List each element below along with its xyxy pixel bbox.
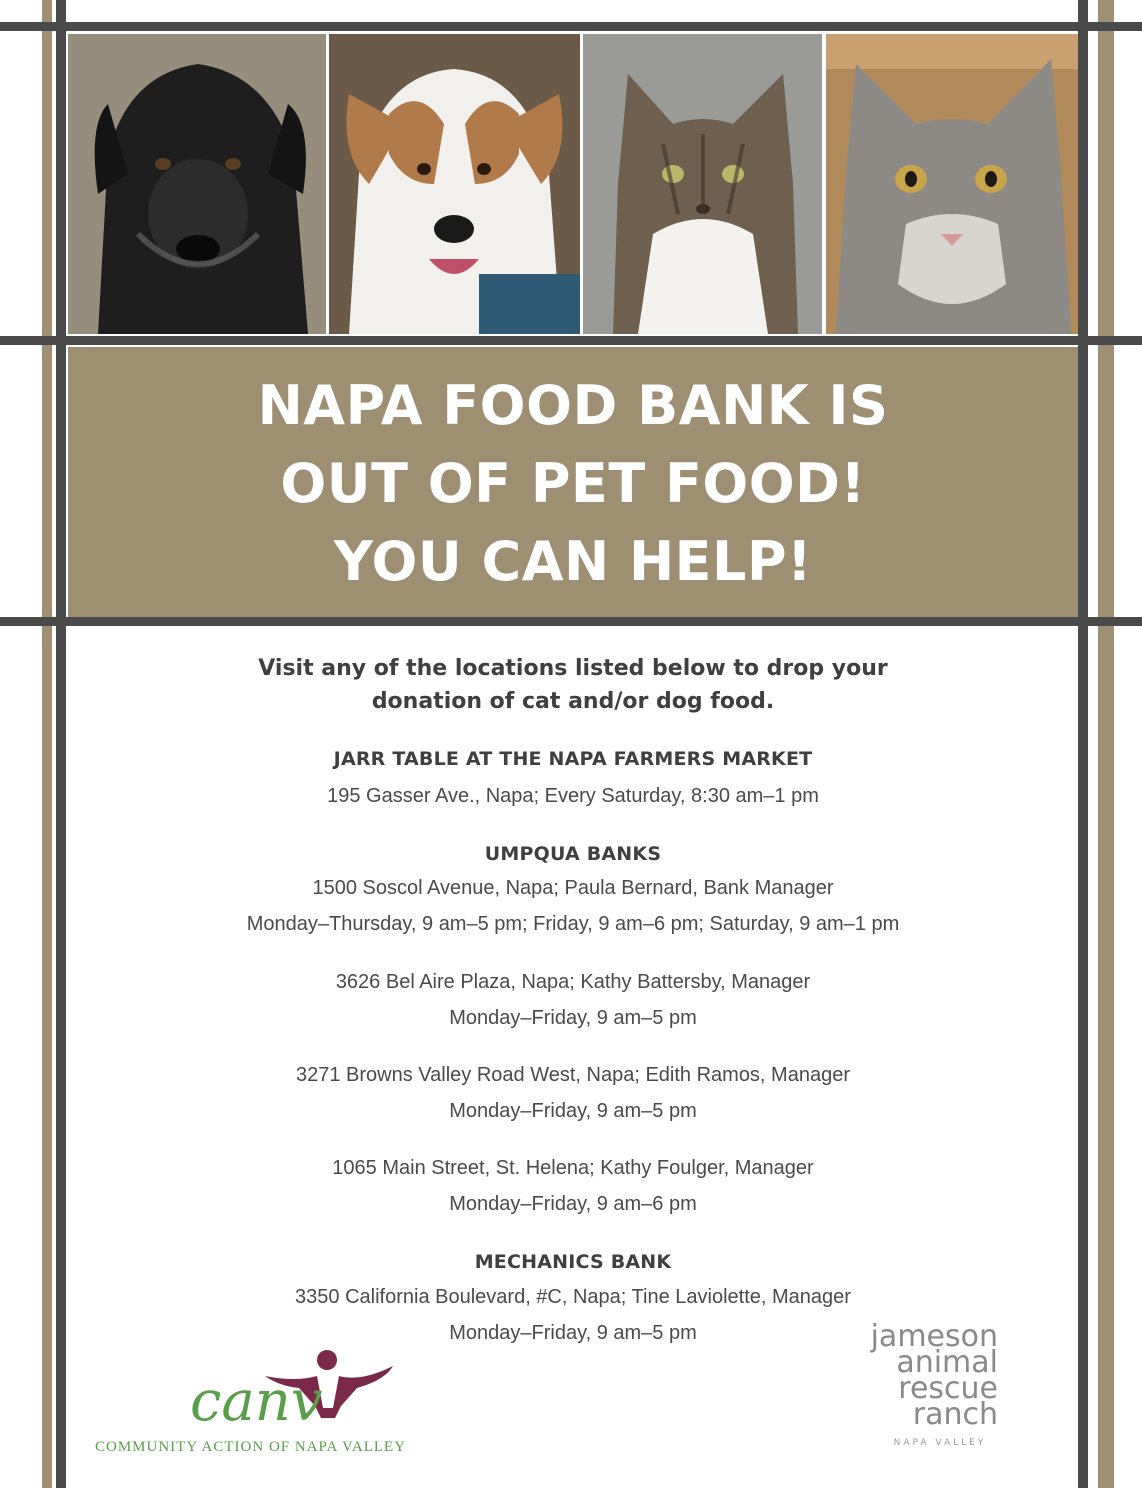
frame-banner-bottom-bar bbox=[0, 617, 1142, 626]
frame-left-dark-bar bbox=[56, 0, 66, 1488]
tabby-cat-photo bbox=[583, 34, 822, 334]
umpqua-branch-2-hours: Monday–Friday, 9 am–5 pm bbox=[449, 1007, 697, 1029]
frame-right-tan-bar bbox=[1098, 0, 1114, 1488]
intro-text bbox=[68, 652, 1078, 718]
frame-banner-top-bar bbox=[0, 336, 1142, 345]
headline-line-2: OUT OF PET FOOD! bbox=[280, 452, 866, 515]
umpqua-title: UMPQUA BANKS bbox=[484, 843, 662, 865]
jameson-animal-rescue-ranch-logo bbox=[858, 1320, 1018, 1450]
jarr-subtitle: NAPA VALLEY bbox=[893, 1438, 987, 1448]
headline-line-3: YOU CAN HELP! bbox=[333, 530, 813, 593]
farmers-market-title: JARR TABLE AT THE NAPA FARMERS MARKET bbox=[333, 748, 813, 770]
black-dog-photo bbox=[68, 34, 326, 334]
terrier-dog-photo bbox=[329, 34, 580, 334]
umpqua-branch-3-address: 3271 Browns Valley Road West, Napa; Edith Ramos, Manager bbox=[296, 1064, 850, 1086]
jarr-line-3: rescue bbox=[898, 1371, 998, 1406]
headline bbox=[68, 367, 1078, 601]
jarr-line-2: animal bbox=[896, 1345, 998, 1380]
mechanics-hours: Monday–Friday, 9 am–5 pm bbox=[449, 1322, 697, 1344]
canv-logo bbox=[95, 1348, 455, 1458]
frame-left-tan-bar bbox=[42, 0, 52, 1488]
umpqua-branch-4-address: 1065 Main Street, St. Helena; Kathy Foulger, Manager bbox=[332, 1157, 814, 1179]
umpqua-branch-3-hours: Monday–Friday, 9 am–5 pm bbox=[449, 1100, 697, 1122]
mechanics-address: 3350 California Boulevard, #C, Napa; Tine Laviolette, Manager bbox=[295, 1286, 851, 1308]
intro-line-1: Visit any of the locations listed below to drop your bbox=[258, 656, 888, 681]
canv-wordmark: canv bbox=[190, 1369, 323, 1434]
headline-line-1: NAPA FOOD BANK IS bbox=[257, 374, 889, 437]
jarr-line-1: jameson bbox=[870, 1320, 998, 1354]
jarr-line-4: ranch bbox=[912, 1397, 998, 1432]
umpqua-branch-4-hours: Monday–Friday, 9 am–6 pm bbox=[449, 1193, 697, 1215]
frame-right-dark-bar bbox=[1078, 0, 1088, 1488]
umpqua-branch-1-address: 1500 Soscol Avenue, Napa; Paula Bernard, Bank Manager bbox=[312, 877, 834, 899]
canv-fullname: COMMUNITY ACTION OF NAPA VALLEY bbox=[95, 1439, 407, 1455]
farmers-market-address: 195 Gasser Ave., Napa; Every Saturday, 8:30 am–1 pm bbox=[327, 785, 819, 807]
umpqua-branch-2-address: 3626 Bel Aire Plaza, Napa; Kathy Battersby, Manager bbox=[335, 971, 811, 993]
mechanics-title: MECHANICS BANK bbox=[474, 1251, 672, 1273]
headline-banner bbox=[68, 347, 1078, 617]
grey-cat-photo bbox=[826, 34, 1078, 334]
intro-line-2: donation of cat and/or dog food. bbox=[371, 689, 775, 714]
frame-top-bar bbox=[0, 22, 1142, 31]
umpqua-branch-1-hours: Monday–Thursday, 9 am–5 pm; Friday, 9 am–6 pm; Saturday, 9 am–1 pm bbox=[246, 913, 900, 935]
